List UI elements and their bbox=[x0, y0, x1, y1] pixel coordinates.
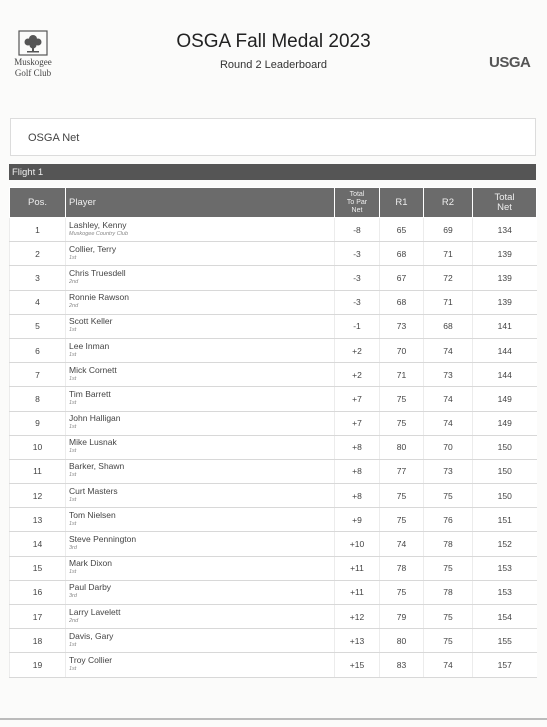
player-club: 1st bbox=[69, 254, 77, 261]
player-club: 2nd bbox=[69, 278, 79, 285]
usga-logo: USGA bbox=[489, 54, 531, 71]
cell-to-par: +15 bbox=[335, 653, 380, 677]
cell-pos: 6 bbox=[10, 338, 66, 362]
cell-r1: 71 bbox=[380, 363, 424, 387]
cell-pos: 11 bbox=[10, 459, 66, 483]
cell-player bbox=[66, 629, 335, 653]
col-header-pos: Pos. bbox=[10, 188, 66, 218]
player-name: Scott Keller bbox=[69, 316, 113, 327]
table-row bbox=[10, 266, 537, 290]
logo-text-line1: Muskogee bbox=[14, 57, 52, 67]
cell-to-par: -3 bbox=[335, 290, 380, 314]
table-row bbox=[10, 242, 537, 266]
cell-r1: 80 bbox=[380, 629, 424, 653]
player-name: Barker, Shawn bbox=[69, 461, 125, 472]
table-row bbox=[10, 290, 537, 314]
cell-total: 157 bbox=[473, 653, 537, 677]
cell-player bbox=[66, 580, 335, 604]
table-row bbox=[10, 556, 537, 580]
page-subtitle: Round 2 Leaderboard bbox=[219, 59, 328, 71]
player-name: Steve Pennington bbox=[69, 534, 137, 545]
player-club: 1st bbox=[69, 641, 77, 648]
cell-r1: 68 bbox=[380, 242, 424, 266]
player-name: Collier, Terry bbox=[69, 243, 117, 254]
player-name: Lee Inman bbox=[69, 340, 110, 351]
bottom-divider bbox=[0, 718, 547, 720]
cell-pos: 7 bbox=[10, 363, 66, 387]
player-club: 1st bbox=[69, 665, 77, 672]
cell-player bbox=[66, 435, 335, 459]
player-name: Tim Barrett bbox=[69, 388, 111, 399]
player-name: Ronnie Rawson bbox=[69, 292, 130, 303]
cell-player bbox=[66, 338, 335, 362]
col-header-r1: R1 bbox=[380, 188, 424, 218]
cell-r2: 76 bbox=[424, 508, 473, 532]
cell-r2: 71 bbox=[424, 290, 473, 314]
col-header-r2: R2 bbox=[424, 188, 473, 218]
cell-player bbox=[66, 508, 335, 532]
table-row bbox=[10, 338, 537, 362]
leaderboard-rows bbox=[10, 218, 537, 678]
player-club: 1st bbox=[69, 520, 77, 527]
table-row bbox=[10, 484, 537, 508]
cell-player bbox=[66, 363, 335, 387]
cell-total: 139 bbox=[473, 266, 537, 290]
cell-total: 144 bbox=[473, 363, 537, 387]
section-label bbox=[10, 118, 536, 156]
player-club: 3rd bbox=[69, 593, 77, 600]
section-label-text: OSGA Net bbox=[28, 132, 80, 144]
player-name: Lashley, Kenny bbox=[69, 219, 127, 230]
cell-to-par: +7 bbox=[335, 411, 380, 435]
cell-r2: 75 bbox=[424, 605, 473, 629]
player-name: Tom Nielsen bbox=[69, 509, 116, 520]
player-name: Curt Masters bbox=[69, 485, 118, 496]
cell-total: 150 bbox=[473, 459, 537, 483]
cell-r2: 74 bbox=[424, 387, 473, 411]
cell-to-par: +12 bbox=[335, 605, 380, 629]
player-club: Muskogee Country Club bbox=[69, 230, 129, 237]
cell-total: 149 bbox=[473, 411, 537, 435]
cell-pos: 2 bbox=[10, 242, 66, 266]
player-club: 1st bbox=[69, 424, 77, 431]
cell-player bbox=[66, 411, 335, 435]
cell-total: 154 bbox=[473, 605, 537, 629]
table-row bbox=[10, 387, 537, 411]
cell-player bbox=[66, 484, 335, 508]
cell-r2: 73 bbox=[424, 459, 473, 483]
cell-r1: 78 bbox=[380, 556, 424, 580]
page-title: OSGA Fall Medal 2023 bbox=[176, 31, 371, 52]
col-header-topar: Total To Par Net bbox=[335, 188, 380, 218]
player-club: 1st bbox=[69, 399, 77, 406]
cell-total: 141 bbox=[473, 314, 537, 338]
cell-total: 139 bbox=[473, 290, 537, 314]
cell-player bbox=[66, 242, 335, 266]
cell-pos: 4 bbox=[10, 290, 66, 314]
player-name: John Halligan bbox=[69, 413, 121, 424]
cell-total: 134 bbox=[473, 218, 537, 242]
cell-player bbox=[66, 290, 335, 314]
leaderboard-table bbox=[9, 187, 537, 678]
cell-to-par: +8 bbox=[335, 459, 380, 483]
cell-r1: 65 bbox=[380, 218, 424, 242]
cell-total: 149 bbox=[473, 387, 537, 411]
table-row bbox=[10, 411, 537, 435]
cell-pos: 15 bbox=[10, 556, 66, 580]
cell-total: 153 bbox=[473, 580, 537, 604]
cell-pos: 5 bbox=[10, 314, 66, 338]
cell-to-par: -3 bbox=[335, 266, 380, 290]
cell-pos: 14 bbox=[10, 532, 66, 556]
player-name: Davis, Gary bbox=[69, 630, 114, 641]
table-row bbox=[10, 629, 537, 653]
player-name: Mike Lusnak bbox=[69, 437, 117, 448]
cell-r2: 70 bbox=[424, 435, 473, 459]
cell-player bbox=[66, 218, 335, 242]
cell-r1: 80 bbox=[380, 435, 424, 459]
flight-header bbox=[9, 164, 536, 180]
cell-to-par: +7 bbox=[335, 387, 380, 411]
player-name: Troy Collier bbox=[69, 654, 113, 665]
cell-player bbox=[66, 266, 335, 290]
table-header-row bbox=[10, 188, 537, 218]
cell-pos: 12 bbox=[10, 484, 66, 508]
cell-pos: 8 bbox=[10, 387, 66, 411]
cell-total: 152 bbox=[473, 532, 537, 556]
cell-r2: 71 bbox=[424, 242, 473, 266]
logo-text-line2: Golf Club bbox=[14, 68, 52, 78]
cell-r1: 77 bbox=[380, 459, 424, 483]
table-row bbox=[10, 314, 537, 338]
cell-to-par: -8 bbox=[335, 218, 380, 242]
cell-to-par: +8 bbox=[335, 435, 380, 459]
cell-r1: 75 bbox=[380, 411, 424, 435]
cell-player bbox=[66, 653, 335, 677]
cell-total: 150 bbox=[473, 435, 537, 459]
cell-r1: 75 bbox=[380, 387, 424, 411]
cell-r2: 75 bbox=[424, 556, 473, 580]
cell-total: 139 bbox=[473, 242, 537, 266]
cell-pos: 9 bbox=[10, 411, 66, 435]
cell-pos: 10 bbox=[10, 435, 66, 459]
cell-r2: 72 bbox=[424, 266, 473, 290]
cell-r1: 75 bbox=[380, 484, 424, 508]
table-row bbox=[10, 459, 537, 483]
player-club: 1st bbox=[69, 448, 77, 455]
cell-r1: 83 bbox=[380, 653, 424, 677]
cell-r2: 74 bbox=[424, 653, 473, 677]
player-name: Mark Dixon bbox=[69, 558, 112, 569]
cell-total: 150 bbox=[473, 484, 537, 508]
cell-player bbox=[66, 556, 335, 580]
cell-player bbox=[66, 605, 335, 629]
cell-r2: 78 bbox=[424, 532, 473, 556]
table-row bbox=[10, 218, 537, 242]
cell-total: 153 bbox=[473, 556, 537, 580]
cell-to-par: +9 bbox=[335, 508, 380, 532]
cell-to-par: +2 bbox=[335, 363, 380, 387]
player-name: Chris Truesdell bbox=[69, 267, 126, 278]
cell-player bbox=[66, 532, 335, 556]
col-header-player: Player bbox=[66, 188, 335, 218]
cell-pos: 3 bbox=[10, 266, 66, 290]
cell-r1: 68 bbox=[380, 290, 424, 314]
player-club: 1st bbox=[69, 569, 77, 576]
cell-r2: 75 bbox=[424, 629, 473, 653]
cell-r2: 69 bbox=[424, 218, 473, 242]
player-club: 1st bbox=[69, 496, 77, 503]
table-row bbox=[10, 532, 537, 556]
table-row bbox=[10, 435, 537, 459]
player-club: 1st bbox=[69, 472, 77, 479]
cell-to-par: +11 bbox=[335, 580, 380, 604]
cell-to-par: +2 bbox=[335, 338, 380, 362]
table-row bbox=[10, 363, 537, 387]
cell-r2: 78 bbox=[424, 580, 473, 604]
player-club: 1st bbox=[69, 351, 77, 358]
cell-r2: 74 bbox=[424, 338, 473, 362]
cell-r2: 73 bbox=[424, 363, 473, 387]
player-club: 3rd bbox=[69, 545, 77, 552]
cell-r2: 68 bbox=[424, 314, 473, 338]
player-club: 1st bbox=[69, 375, 77, 382]
cell-r2: 75 bbox=[424, 484, 473, 508]
table-row bbox=[10, 508, 537, 532]
cell-pos: 17 bbox=[10, 605, 66, 629]
col-header-total: Total Net bbox=[473, 188, 537, 218]
cell-to-par: +8 bbox=[335, 484, 380, 508]
cell-total: 151 bbox=[473, 508, 537, 532]
player-club: 2nd bbox=[69, 303, 79, 310]
cell-pos: 1 bbox=[10, 218, 66, 242]
cell-pos: 18 bbox=[10, 629, 66, 653]
cell-to-par: -1 bbox=[335, 314, 380, 338]
cell-r2: 74 bbox=[424, 411, 473, 435]
player-name: Mick Cornett bbox=[69, 364, 117, 375]
table-row bbox=[10, 580, 537, 604]
cell-to-par: +11 bbox=[335, 556, 380, 580]
table-row bbox=[10, 653, 537, 677]
cell-to-par: +13 bbox=[335, 629, 380, 653]
player-club: 2nd bbox=[69, 617, 79, 624]
cell-r1: 75 bbox=[380, 580, 424, 604]
cell-player bbox=[66, 314, 335, 338]
flight-label: Flight 1 bbox=[12, 167, 44, 178]
player-name: Larry Lavelett bbox=[69, 606, 121, 617]
cell-pos: 19 bbox=[10, 653, 66, 677]
cell-r1: 79 bbox=[380, 605, 424, 629]
player-club: 1st bbox=[69, 327, 77, 334]
cell-r1: 74 bbox=[380, 532, 424, 556]
cell-player bbox=[66, 459, 335, 483]
cell-r1: 67 bbox=[380, 266, 424, 290]
cell-pos: 16 bbox=[10, 580, 66, 604]
cell-pos: 13 bbox=[10, 508, 66, 532]
cell-player bbox=[66, 387, 335, 411]
table-row bbox=[10, 605, 537, 629]
cell-to-par: +10 bbox=[335, 532, 380, 556]
cell-r1: 70 bbox=[380, 338, 424, 362]
cell-r1: 75 bbox=[380, 508, 424, 532]
cell-to-par: -3 bbox=[335, 242, 380, 266]
cell-r1: 73 bbox=[380, 314, 424, 338]
cell-total: 144 bbox=[473, 338, 537, 362]
cell-total: 155 bbox=[473, 629, 537, 653]
player-name: Paul Darby bbox=[69, 582, 112, 593]
